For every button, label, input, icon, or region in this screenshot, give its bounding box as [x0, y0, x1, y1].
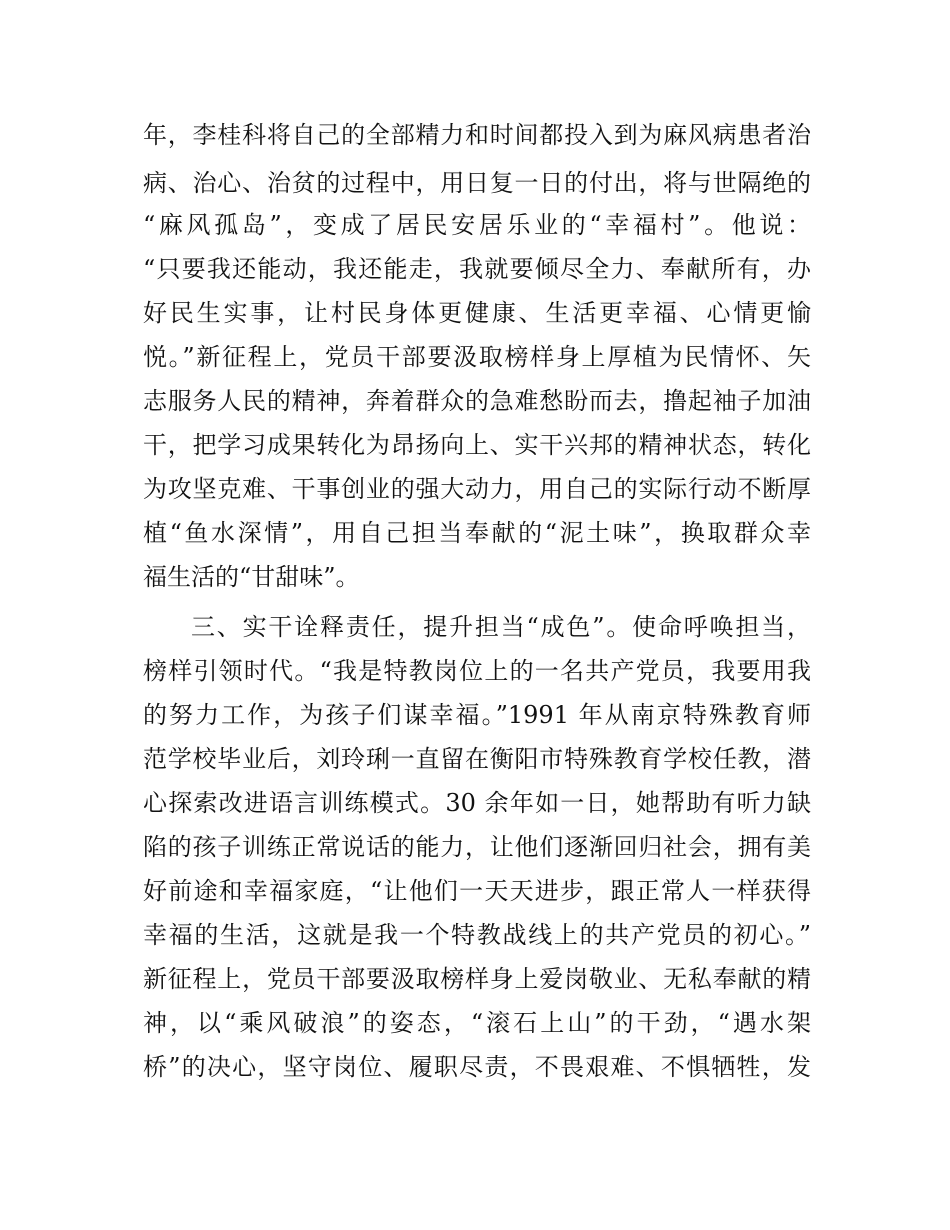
paragraph-2-line-11: 桥”的决心，坚守岗位、履职尽责，不畏艰难、不惧牺牲，发	[143, 1053, 811, 1081]
paragraph-2-line-9: 新征程上，党员干部要汲取榜样身上爱岗敬业、无私奉献的精	[143, 965, 811, 993]
paragraph-1-line-10: 植“鱼水深情”，用自己担当奉献的“泥土味”，换取群众幸	[143, 519, 811, 547]
paragraph-2-line-3: 的努力工作，为孩子们谋幸福。”1991 年从南京特殊教育师	[143, 701, 811, 729]
paragraph-2-line-4: 范学校毕业后，刘玲琍一直留在衡阳市特殊教育学校任教，潜	[143, 745, 811, 773]
paragraph-1-line-5: 好民生实事，让村民身体更健康、生活更幸福、心情更愉	[143, 299, 811, 327]
paragraph-1-line-1: 年，李桂科将自己的全部精力和时间都投入到为麻风病患者治	[143, 121, 811, 149]
paragraph-1-line-3: “麻风孤岛”，变成了居民安居乐业的“幸福村”。他说：	[143, 211, 811, 239]
paragraph-2-line-8: 幸福的生活，这就是我一个特教战线上的共产党员的初心。”	[143, 921, 811, 949]
paragraph-2-line-7: 好前途和幸福家庭，“让他们一天天进步，跟正常人一样获得	[143, 877, 811, 905]
paragraph-2-line-1: 三、实干诠释责任，提升担当“成色”。使命呼唤担当，	[191, 613, 811, 641]
paragraph-1-line-8: 干，把学习成果转化为昂扬向上、实干兴邦的精神状态，转化	[143, 431, 811, 459]
paragraph-1-line-7: 志服务人民的精神，奔着群众的急难愁盼而去，撸起袖子加油	[143, 387, 811, 415]
paragraph-2-line-10: 神，以“乘风破浪”的姿态，“滚石上山”的干劲，“遇水架	[143, 1009, 811, 1037]
paragraph-2-line-5: 心探索改进语言训练模式。30 余年如一日，她帮助有听力缺	[143, 789, 811, 817]
paragraph-2-line-2: 榜样引领时代。“我是特教岗位上的一名共产党员，我要用我	[143, 657, 811, 685]
paragraph-2-line-6: 陷的孩子训练正常说话的能力，让他们逐渐回归社会，拥有美	[143, 833, 811, 861]
paragraph-1-line-11: 福生活的“甘甜味”。	[143, 563, 360, 591]
paragraph-1-line-2: 病、治心、治贫的过程中，用日复一日的付出，将与世隔绝的	[143, 169, 811, 197]
paragraph-1-line-6: 悦。”新征程上，党员干部要汲取榜样身上厚植为民情怀、矢	[143, 343, 811, 371]
paragraph-1-line-4: “只要我还能动，我还能走，我就要倾尽全力、奉献所有，办	[143, 255, 811, 283]
paragraph-1-line-9: 为攻坚克难、干事创业的强大动力，用自己的实际行动不断厚	[143, 475, 811, 503]
